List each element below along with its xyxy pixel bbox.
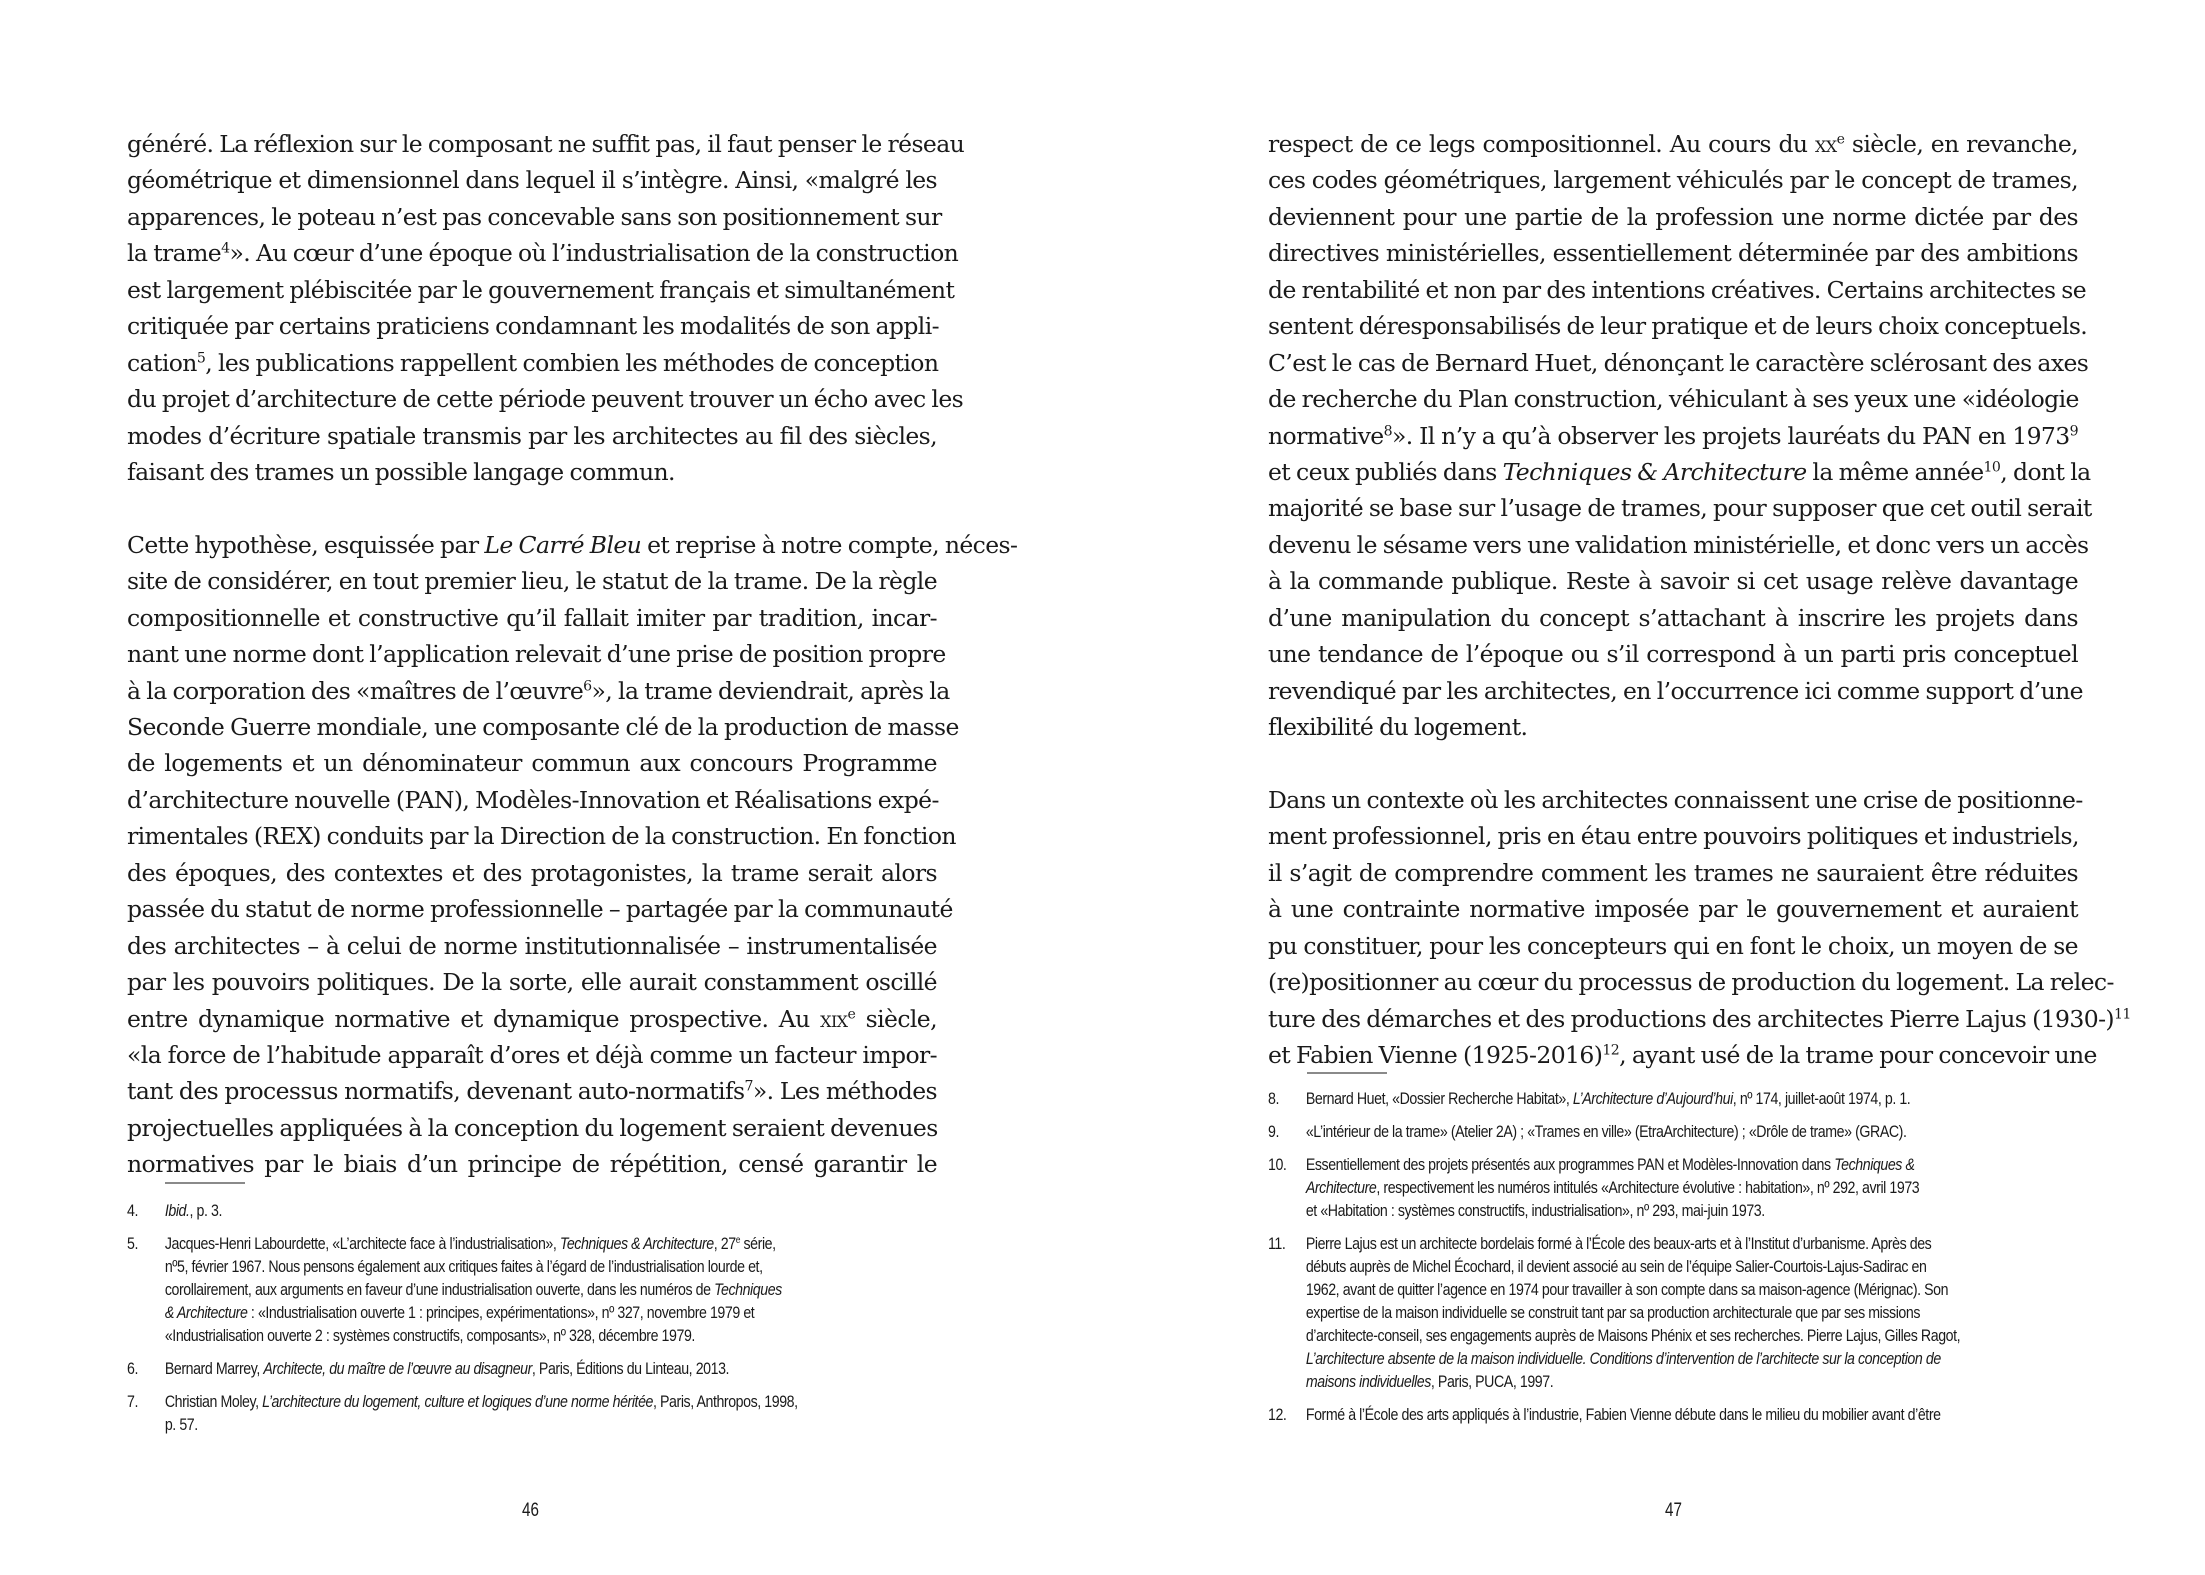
text-run: série, xyxy=(740,1235,776,1253)
text-run: Cette hypothèse, esquissée par xyxy=(127,530,485,559)
footnotes xyxy=(1268,1088,1973,1437)
text-run: site de considérer, en tout premier lieu, le statut de la trame. De la règle xyxy=(127,567,937,596)
text-line xyxy=(1268,126,2078,162)
text-run: apparences, le poteau n’est pas concevable sans son positionnement sur xyxy=(127,202,942,231)
text-run: passée du statut de norme professionnelle – partagée par la communauté xyxy=(127,895,953,924)
footnote xyxy=(127,1233,948,1348)
text-run: une tendance de l’époque ou s’il correspond à un parti pris conceptuel xyxy=(1268,640,2078,669)
text-line xyxy=(1268,855,2078,891)
text-line xyxy=(127,1001,937,1037)
footnote-line xyxy=(165,1302,948,1325)
footnote-reference: 10 xyxy=(1983,459,2001,476)
footnote-number: 7. xyxy=(127,1393,138,1411)
text-run: siècle, xyxy=(855,1004,937,1033)
footnote-number: 11. xyxy=(1268,1235,1286,1253)
text-run: à une contrainte normative imposée par le gouvernement et auraient xyxy=(1268,895,2078,924)
footnote-reference: 8 xyxy=(1383,423,1392,440)
footnote-number: 9. xyxy=(1268,1123,1279,1141)
footnote-number: 10. xyxy=(1268,1156,1287,1174)
text-line xyxy=(127,1146,937,1182)
text-run: , les publications rappellent combien les méthodes de conception xyxy=(205,348,939,377)
text-run: ces codes géométriques, largement véhiculés par le concept de trames, xyxy=(1268,166,2078,195)
text-run: respect de ce legs compositionnel. Au cours du xyxy=(1268,130,1815,158)
text-run: tant des processus normatifs, devenant auto-normatifs xyxy=(127,1077,745,1106)
text-run: maisons individuelles xyxy=(1305,1373,1431,1391)
footnote xyxy=(127,1391,948,1437)
text-run: Techniques & xyxy=(1834,1156,1915,1174)
footnote-reference: 11 xyxy=(2113,1006,2131,1023)
paragraph-gap xyxy=(1268,745,2078,781)
paragraph xyxy=(1268,782,2131,1074)
text-run: d’architecte-conseil, ses engagements auprès de Maisons Phénix et ses recherches. Pierre Lajus, Gilles Ragot, xyxy=(1305,1327,1961,1345)
text-run: majorité se base sur l’usage de trames, pour supposer que cet outil serait xyxy=(1268,494,2092,523)
text-run: ». Les méthodes xyxy=(752,1077,937,1106)
text-run: «Industrialisation ouverte 2 : systèmes constructifs, composants», nº 328, décembre 1979. xyxy=(164,1327,695,1345)
text-run: (re)positionner au cœur du processus de production du logement. La relec- xyxy=(1268,968,2114,997)
text-run: Formé à l’École des arts appliqués à l’industrie, Fabien Vienne débute dans le milieu du mobilier avant d’être xyxy=(1305,1406,1941,1424)
text-line xyxy=(1268,345,2089,381)
text-run: ». Au cœur d’une époque où l’industrialisation de la construction xyxy=(229,239,959,268)
text-run: est largement plébiscitée par le gouvernement français et simultanément xyxy=(127,275,955,304)
text-run: «la force de l’habitude apparaît d’ores et déjà comme un facteur impor- xyxy=(127,1040,937,1069)
footnote-line xyxy=(165,1233,948,1256)
text-run: Ibid. xyxy=(164,1202,190,1220)
text-line xyxy=(127,855,937,891)
text-line xyxy=(127,891,953,927)
paragraph xyxy=(127,527,1018,1183)
footnote-text xyxy=(165,1391,948,1437)
footnote-line xyxy=(1306,1302,2089,1325)
right-page xyxy=(1102,0,2204,1575)
footnote-line xyxy=(1306,1088,2089,1111)
text-run: du projet d’architecture de cette période peuvent trouver un écho avec les xyxy=(127,385,964,414)
text-line xyxy=(127,272,955,308)
text-run: normative xyxy=(1268,421,1384,450)
text-line xyxy=(1268,636,2078,672)
footnote xyxy=(127,1358,948,1381)
text-line xyxy=(1268,272,2087,308)
footnote-line xyxy=(165,1279,948,1302)
text-run: , Paris, PUCA, 1997. xyxy=(1430,1373,1554,1391)
text-run: devenu le sésame vers une validation ministérielle, et donc vers un accès xyxy=(1268,530,2089,559)
footnote-line xyxy=(1306,1404,2089,1427)
text-run: d’architecture nouvelle (PAN), Modèles-Innovation et Réalisations expé- xyxy=(127,785,939,814)
left-page xyxy=(0,0,1102,1575)
text-line xyxy=(127,345,937,381)
text-run: la trame xyxy=(127,239,222,268)
text-line xyxy=(1268,600,2078,636)
footnote-separator xyxy=(1307,1072,1387,1074)
text-run: et ceux publiés dans xyxy=(1268,457,1503,486)
footnote-separator xyxy=(165,1182,245,1184)
footnote xyxy=(1268,1121,2089,1144)
footnote xyxy=(1268,1404,2089,1427)
footnote-text xyxy=(165,1200,948,1223)
text-line xyxy=(1268,928,2078,964)
text-run: deviennent pour une partie de la profession une norme dictée par des xyxy=(1268,202,2078,231)
text-line xyxy=(1268,1037,2097,1073)
text-line xyxy=(1268,454,2091,490)
footnote-reference: 4 xyxy=(221,240,230,257)
text-run: ». Il n’y a qu’à observer les projets lauréats du PAN en 1973 xyxy=(1391,421,2070,450)
text-run: critiquée par certains praticiens condamnant les modalités de son appli- xyxy=(127,312,939,341)
text-run: revendiqué par les architectes, en l’occurrence ici comme support d’une xyxy=(1268,676,2083,705)
text-line xyxy=(127,1073,937,1109)
text-run: «L’intérieur de la trame» (Atelier 2A) ; «Trames en ville» (EtraArchitecture) ; «Drôle de trame» (GRAC). xyxy=(1305,1123,1907,1141)
text-run: des architectes – à celui de norme institutionnalisée – instrumentalisée xyxy=(127,931,937,960)
body-text xyxy=(1268,126,2131,1073)
text-line xyxy=(1268,782,2083,818)
text-line xyxy=(1268,1001,2131,1037)
footnote-reference: e xyxy=(847,1006,856,1023)
text-run: Pierre Lajus est un architecte bordelais formé à l’École des beaux-arts et à l’Institut d’urbanisme. Après des xyxy=(1305,1235,1932,1253)
text-run: , Paris, Anthropos, 1998, xyxy=(652,1393,798,1411)
text-line xyxy=(127,964,937,1000)
footnote-line xyxy=(165,1325,948,1348)
text-run: pu constituer, pour les concepteurs qui en font le choix, un moyen de se xyxy=(1268,931,2078,960)
text-line xyxy=(127,235,959,271)
text-run: cation xyxy=(127,348,197,377)
text-run: : «Industrialisation ouverte 1 : principes, expérimentations», nº 327, novembre 1979 et xyxy=(247,1304,755,1322)
footnote-line xyxy=(165,1256,948,1279)
text-run: par les pouvoirs politiques. De la sorte, elle aurait constamment oscillé xyxy=(127,968,937,997)
text-run: , respectivement les numéros intitulés «Architecture évolutive : habitation», nº 292, avril 1973 xyxy=(1376,1179,1920,1197)
text-line xyxy=(1268,818,2078,854)
text-run: nant une norme dont l’application relevait d’une prise de position propre xyxy=(127,640,946,669)
text-line xyxy=(127,1110,937,1146)
text-run: de recherche du Plan construction, véhiculant à ses yeux une «idéologie xyxy=(1268,385,2079,414)
text-line xyxy=(1268,199,2078,235)
text-run: directives ministérielles, essentiellement déterminée par des ambitions xyxy=(1268,239,2078,268)
text-run: L’Architecture d’Aujourd’hui xyxy=(1572,1090,1733,1108)
footnote xyxy=(1268,1154,2089,1223)
text-run: à la commande publique. Reste à savoir si cet usage relève davantage xyxy=(1268,567,2078,596)
footnote-text xyxy=(1306,1121,2089,1144)
text-run: de logements et un dénominateur commun aux concours Programme xyxy=(127,749,937,778)
text-run: Seconde Guerre mondiale, une composante clé de la production de masse xyxy=(127,713,959,741)
text-line xyxy=(127,162,937,198)
footnote-line xyxy=(1306,1121,2089,1144)
footnote-number: 12. xyxy=(1268,1406,1287,1424)
footnote-text xyxy=(1306,1404,2089,1427)
text-run: d’une manipulation du concept s’attachant à inscrire les projets dans xyxy=(1268,603,2078,632)
text-line xyxy=(1268,308,2088,344)
text-run: et «Habitation : systèmes constructifs, industrialisation», nº 293, mai-juin 1973. xyxy=(1305,1202,1765,1220)
footnote xyxy=(1268,1233,2089,1394)
page-number: 47 xyxy=(1665,1500,1682,1521)
text-run: géométrique et dimensionnel dans lequel il s’intègre. Ainsi, «malgré les xyxy=(127,166,937,195)
footnote-line xyxy=(165,1358,948,1381)
text-run: L’architecture absente de la maison individuelle. Conditions d’intervention de l’architecte sur la conception de xyxy=(1305,1350,1941,1368)
footnote-line xyxy=(1306,1371,2089,1394)
paragraph xyxy=(127,126,965,490)
text-line xyxy=(127,418,937,454)
text-run: , 27 xyxy=(713,1235,736,1253)
text-line xyxy=(127,673,950,709)
text-run: 1962, avant de quitter l’agence en 1974 pour travailler à son compte dans sa maison-agence (Mérignac). Son xyxy=(1305,1281,1949,1299)
text-line xyxy=(127,527,1018,563)
text-run: Architecture xyxy=(1305,1179,1377,1197)
text-run: projectuelles appliquées à la conception du logement seraient devenues xyxy=(127,1113,938,1142)
text-line xyxy=(127,709,959,745)
text-line xyxy=(127,928,937,964)
text-run: et Fabien Vienne (1925-2016) xyxy=(1268,1040,1603,1069)
paragraph xyxy=(1268,126,2092,745)
footnote-line xyxy=(165,1200,948,1223)
text-run: , p. 3. xyxy=(189,1202,223,1220)
footnote-reference: e xyxy=(1836,131,1845,148)
footnote-reference: e xyxy=(735,1235,741,1247)
footnote-reference: 7 xyxy=(744,1078,753,1095)
footnote xyxy=(1268,1088,2089,1111)
text-line xyxy=(1268,563,2078,599)
text-run: il s’agit de comprendre comment les trames ne sauraient être réduites xyxy=(1268,858,2078,887)
paragraph-gap xyxy=(127,490,937,526)
text-run: Techniques xyxy=(714,1281,782,1299)
text-run: Le Carré Bleu xyxy=(484,530,642,559)
text-run: débuts auprès de Michel Écochard, il devient associé au sein de l’équipe Salier-Courtois-Lajus-Sadirac en xyxy=(1305,1258,1927,1276)
text-run: , ayant usé de la trame pour concevoir une xyxy=(1619,1040,2097,1069)
footnote-reference: 12 xyxy=(1602,1042,1620,1059)
text-line xyxy=(127,381,964,417)
footnotes xyxy=(127,1200,832,1447)
text-run: compositionnelle et constructive qu’il fallait imiter par tradition, incar- xyxy=(127,603,937,632)
footnote-text xyxy=(165,1358,948,1381)
text-run: entre dynamique normative et dynamique prospective. Au xyxy=(127,1004,821,1033)
text-line xyxy=(127,308,937,344)
text-run: corollairement, aux arguments en faveur d’une industrialisation ouverte, dans les numéros de xyxy=(164,1281,715,1299)
footnote-line xyxy=(1306,1200,2089,1223)
text-line xyxy=(127,600,937,636)
footnote-reference: 5 xyxy=(196,350,206,367)
footnote-line xyxy=(165,1391,948,1414)
text-run: , Paris, Éditions du Linteau, 2013. xyxy=(531,1360,730,1378)
text-line xyxy=(127,636,946,672)
text-line xyxy=(127,126,965,162)
text-run: Christian Moley, xyxy=(164,1393,263,1411)
footnote-line xyxy=(1306,1325,2089,1348)
text-line xyxy=(1268,381,2078,417)
text-run: Essentiellement des projets présentés aux programmes PAN et Modèles-Innovation dans xyxy=(1305,1156,1835,1174)
footnote-number: 5. xyxy=(127,1235,138,1253)
text-run: et reprise à notre compte, néces- xyxy=(641,530,1018,559)
text-line xyxy=(127,745,937,781)
text-run: , nº 174, juillet-août 1974, p. 1. xyxy=(1732,1090,1911,1108)
text-run: sentent déresponsabilisés de leur pratique et de leurs choix conceptuels. xyxy=(1268,312,2088,341)
footnote-line xyxy=(1306,1348,2089,1371)
text-line xyxy=(1268,964,2114,1000)
footnote-number: 4. xyxy=(127,1202,138,1220)
text-run: C’est le cas de Bernard Huet, dénonçant le caractère sclérosant des axes xyxy=(1268,348,2089,377)
text-run: Bernard Marrey, xyxy=(164,1360,264,1378)
footnote-line xyxy=(1306,1154,2089,1177)
text-line xyxy=(1268,162,2078,198)
text-run: Dans un contexte où les architectes connaissent une crise de positionne- xyxy=(1268,785,2083,814)
text-run: Techniques & Architecture xyxy=(559,1235,714,1253)
body-text xyxy=(127,126,1018,1183)
page-number: 46 xyxy=(522,1500,539,1521)
text-line xyxy=(1268,709,2078,745)
text-run: rimentales (REX) conduits par la Direction de la construction. En fonction xyxy=(127,822,956,851)
footnote-number: 8. xyxy=(1268,1090,1279,1108)
text-run: », la trame deviendrait, après la xyxy=(591,676,950,705)
text-run: la même année xyxy=(1806,457,1984,486)
text-run: siècle, en revanche, xyxy=(1844,130,2078,158)
text-run: Bernard Huet, «Dossier Recherche Habitat», xyxy=(1305,1090,1573,1108)
text-line xyxy=(1268,673,2083,709)
text-line xyxy=(1268,527,2089,563)
text-line xyxy=(1268,891,2078,927)
footnote-line xyxy=(1306,1279,2089,1302)
text-line xyxy=(1268,418,2078,454)
text-run: & Architecture xyxy=(164,1304,248,1322)
footnote-reference: 6 xyxy=(583,678,592,695)
text-run: expertise de la maison individuelle se construit tant par sa production architecturale que par ses missions xyxy=(1305,1304,1921,1322)
text-run: flexibilité du logement. xyxy=(1268,713,1528,741)
footnote-text xyxy=(165,1233,948,1348)
footnote-line xyxy=(1306,1233,2089,1256)
text-line xyxy=(127,1037,937,1073)
footnote-text xyxy=(1306,1233,2089,1394)
footnote-line xyxy=(1306,1177,2089,1200)
text-line xyxy=(1268,235,2078,271)
footnote-text xyxy=(1306,1154,2089,1223)
text-line xyxy=(127,563,937,599)
text-run: L’architecture du logement, culture et logiques d’une norme héritée xyxy=(262,1393,653,1411)
text-run: Jacques-Henri Labourdette, «L’architecte face à l’industrialisation», xyxy=(164,1235,560,1253)
text-run: normatives par le biais d’un principe de répétition, censé garantir le xyxy=(127,1150,937,1179)
footnote-line xyxy=(165,1414,948,1437)
text-run: , dont la xyxy=(2000,457,2091,486)
footnote-text xyxy=(1306,1088,2089,1111)
text-run: Techniques & Architecture xyxy=(1502,457,1807,486)
text-run: ture des démarches et des productions des architectes Pierre Lajus (1930-) xyxy=(1268,1004,2114,1033)
text-run: ment professionnel, pris en étau entre pouvoirs politiques et industriels, xyxy=(1268,822,2079,851)
text-line xyxy=(127,818,956,854)
text-line xyxy=(1268,490,2092,526)
text-run: modes d’écriture spatiale transmis par les architectes au fil des siècles, xyxy=(127,421,937,450)
footnote-number: 6. xyxy=(127,1360,138,1378)
text-run: xx xyxy=(1814,130,1837,158)
text-line xyxy=(127,199,942,235)
text-run: de rentabilité et non par des intentions créatives. Certains architectes se xyxy=(1268,275,2087,304)
text-run: xix xyxy=(820,1004,848,1033)
text-run: des époques, des contextes et des protagonistes, la trame serait alors xyxy=(127,858,937,887)
text-run: à la corporation des «maîtres de l’œuvre xyxy=(127,676,584,705)
text-run: généré. La réflexion sur le composant ne suffit pas, il faut penser le réseau xyxy=(127,130,965,158)
text-run: faisant des trames un possible langage commun. xyxy=(127,457,675,486)
footnote xyxy=(127,1200,948,1223)
footnote-line xyxy=(1306,1256,2089,1279)
text-line xyxy=(127,454,937,490)
text-run: p. 57. xyxy=(164,1416,198,1434)
text-run: nº5, février 1967. Nous pensons également aux critiques faites à l’égard de l’industrialisation lourde et, xyxy=(164,1258,763,1276)
footnote-reference: 9 xyxy=(2069,423,2078,440)
text-run: Architecte, du maître de l’œuvre au disagneur xyxy=(263,1360,532,1378)
text-line xyxy=(127,782,937,818)
